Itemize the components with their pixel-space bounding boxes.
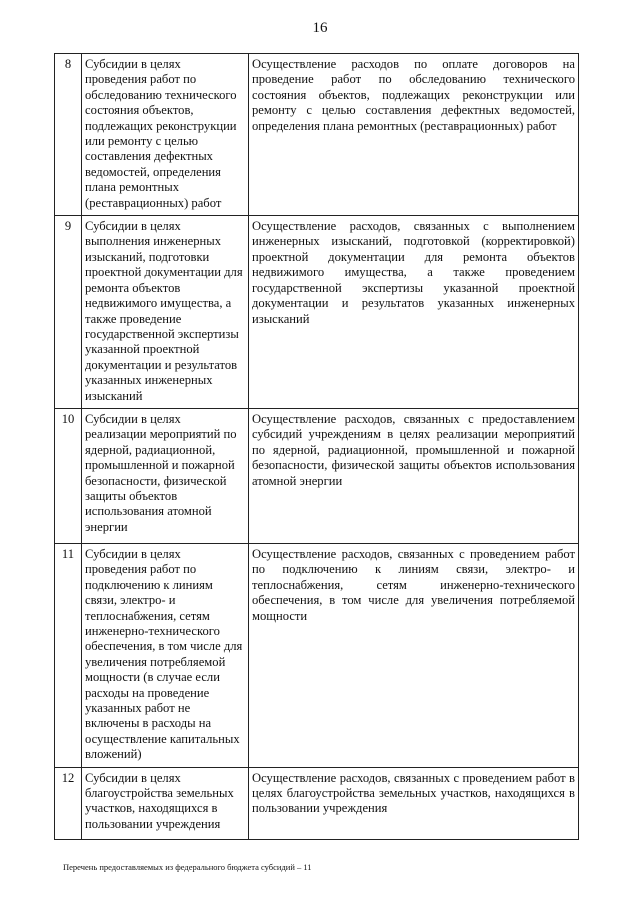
row-number: 10 [55, 408, 82, 543]
page-number: 16 [312, 20, 328, 36]
subsidy-description: Осуществление расходов, связанных с предоставлением субсидий учреждениям в целях реализации мероприятий по ядерной, радиационной, промышленной и пожарной безопасности, физической защиты объектов использования атомной энергии [249, 408, 579, 543]
table-row [55, 216, 579, 409]
subsidy-name: Субсидии в целях выполнения инженерных изысканий, подготовки проектной документации для ремонта объектов недвижимого имущества, а также проведение государственной экспертизы указанной проектной документации и результатов указанных инженерных изысканий [82, 216, 249, 409]
subsidies-table [54, 53, 579, 840]
table-row [55, 767, 579, 839]
subsidy-description: Осуществление расходов по оплате договоров на проведение работ по обследованию технического состояния объектов, подлежащих реконструкции или ремонту с целью составления дефектных ведомостей, определения плана ремонтных (реставрационных) работ [249, 54, 579, 216]
subsidy-description: Осуществление расходов, связанных с проведением работ по подключению к линиям связи, электро- и теплоснабжения, сетям инженерно-технического обеспечения, в том числе для увеличения потребляемой мощности [249, 543, 579, 767]
page-footer: Перечень предоставляемых из федерального бюджета субсидий – 11 [63, 862, 312, 872]
row-number: 9 [55, 216, 82, 409]
row-number: 12 [55, 767, 82, 839]
table-row [55, 408, 579, 543]
subsidy-name: Субсидии в целях проведения работ по обследованию технического состояния объектов, подлежащих реконструкции или ремонту с целью составления дефектных ведомостей, определения плана ремонтных (реставрационных) работ [82, 54, 249, 216]
row-number: 8 [55, 54, 82, 216]
row-number: 11 [55, 543, 82, 767]
table-row [55, 543, 579, 767]
subsidy-name: Субсидии в целях реализации мероприятий по ядерной, радиационной, промышленной и пожарной безопасности, физической защиты объектов использования атомной энергии [82, 408, 249, 543]
subsidy-name: Субсидии в целях благоустройства земельных участков, находящихся в пользовании учреждения [82, 767, 249, 839]
table-row [55, 54, 579, 216]
subsidy-description: Осуществление расходов, связанных с выполнением инженерных изысканий, подготовкой (корректировкой) проектной документации для ремонта объектов недвижимого имущества, а также проведением государственной экспертизы указанной проектной документации и результатов указанных инженерных изысканий [249, 216, 579, 409]
subsidy-name: Субсидии в целях проведения работ по подключению к линиям связи, электро- и теплоснабжения, сетям инженерно-технического обеспечения, в том числе для увеличения потребляемой мощности (в случае если расходы на проведение указанных работ не включены в расходы на осуществление капитальных вложений) [82, 543, 249, 767]
subsidy-description: Осуществление расходов, связанных с проведением работ в целях благоустройства земельных участков, находящихся в пользовании учреждения [249, 767, 579, 839]
